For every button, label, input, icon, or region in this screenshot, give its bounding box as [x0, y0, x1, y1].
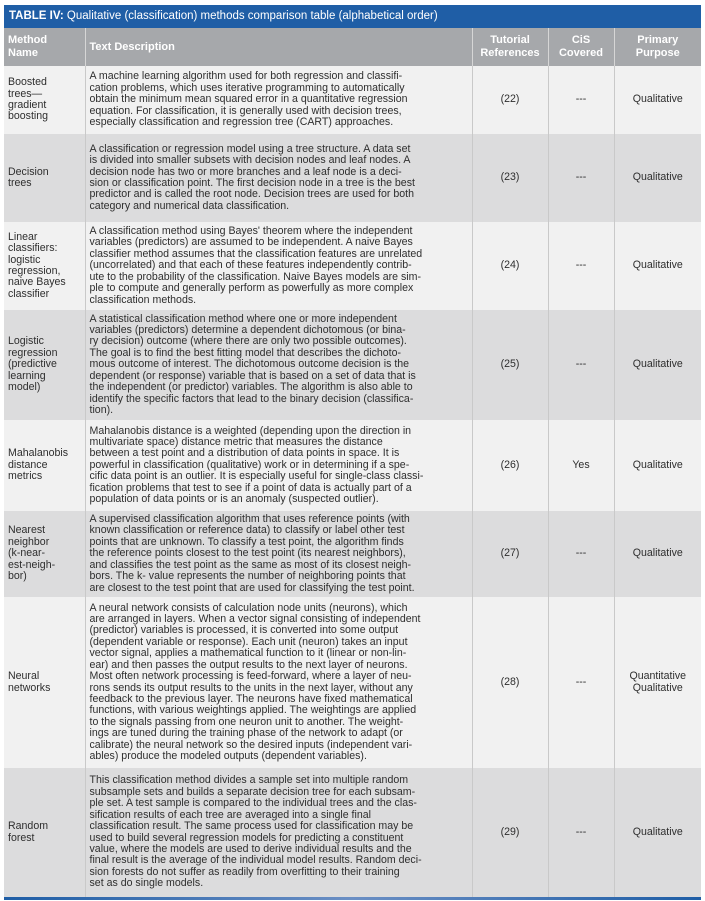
- table-row: [4, 511, 701, 597]
- tutorial-reference-cell: (23): [472, 134, 548, 222]
- method-name-cell: Logistic regression (predictive learning model): [4, 310, 85, 420]
- description-cell: A supervised classification algorithm that uses reference points (with known classification or reference data) to classify or label other test points that are unknown. To classify a test point, the algorithm finds the reference points closest to the test point (its nearest neighbors), and classifies the test point as the same as most of its closest neigh- bors. The k- value represents the number of neighboring points that are closest to the test point that are used for classifying the test point.: [85, 511, 472, 597]
- primary-purpose-cell: Qualitative: [614, 420, 701, 511]
- description-cell: Mahalanobis distance is a weighted (depending upon the direction in multivariate space) distance metric that measures the distance between a test point and a distribution of data points in space. It is powerful in classification (qualitative) work or in determining if a spe- cific data point is an outlier. It is especially useful for single-class classi- fication problems that test to see if a point of data is actually part of a population of data points or is an anomaly (suspected outlier).: [85, 420, 472, 511]
- header-tutorial-references: Tutorial References: [472, 28, 548, 66]
- comparison-table-container: [4, 5, 701, 900]
- primary-purpose-cell: Qualitative: [614, 134, 701, 222]
- description-cell: This classification method divides a sample set into multiple random subsample sets and builds a separate decision tree for each subsam- ple set. A test sample is compared to the individual trees and the clas- sification results of each tree are averaged into a single final classification result. The same process used for classification may be used to build several regression models for predicting a constituent value, where the models are used to derive individual results and the final result is the average of the individual model results. Random deci- sion forests do not suffer as readily from overfitting to their training set as do single models.: [85, 768, 472, 897]
- tutorial-reference-cell: (22): [472, 66, 548, 134]
- cis-covered-cell: ---: [548, 511, 614, 597]
- primary-purpose-cell: Qualitative: [614, 66, 701, 134]
- cis-covered-cell: ---: [548, 310, 614, 420]
- method-name-cell: Linear classifiers: logistic regression, naive Bayes classifier: [4, 222, 85, 310]
- method-name-cell: Neural networks: [4, 597, 85, 768]
- cis-covered-cell: ---: [548, 597, 614, 768]
- description-cell: A machine learning algorithm used for both regression and classifi- cation problems, which uses iterative programming to automatically obtain the minimum mean squared error in a quantitative regression equation. For classification, it is generally used with decision trees, especially classification and regression tree (CART) approaches.: [85, 66, 472, 134]
- method-name-cell: Decision trees: [4, 134, 85, 222]
- table-row: [4, 768, 701, 897]
- method-name-cell: Random forest: [4, 768, 85, 897]
- primary-purpose-cell: Qualitative: [614, 310, 701, 420]
- table-title-text: Qualitative (classification) methods comparison table (alphabetical order): [63, 10, 438, 22]
- method-name-cell: Boosted trees— gradient boosting: [4, 66, 85, 134]
- method-name-cell: Mahalanobis distance metrics: [4, 420, 85, 511]
- table-row: [4, 66, 701, 134]
- tutorial-reference-cell: (28): [472, 597, 548, 768]
- table-row: [4, 134, 701, 222]
- primary-purpose-cell: Qualitative: [614, 768, 701, 897]
- primary-purpose-cell: Quantitative Qualitative: [614, 597, 701, 768]
- header-method-name: Method Name: [4, 28, 85, 66]
- tutorial-reference-cell: (24): [472, 222, 548, 310]
- cis-covered-cell: ---: [548, 66, 614, 134]
- tutorial-reference-cell: (25): [472, 310, 548, 420]
- table-row: [4, 420, 701, 511]
- cis-covered-cell: ---: [548, 768, 614, 897]
- header-cis-covered: CiS Covered: [548, 28, 614, 66]
- table-row: [4, 222, 701, 310]
- table-title: [4, 5, 701, 28]
- description-cell: A neural network consists of calculation node units (neurons), which are arranged in layers. When a vector signal consisting of independent (predictor) variables is processed, it is converted into some output (dependent variable or response). Each unit (neuron) takes an input vector signal, applies a mathematical function to it (linear or non-lin- ear) and then passes the output results to the next layer of neurons. Most often network processing is feed-forward, where a layer of neu- rons sends its output results to the units in the next layer, without any feedback to the previous layer. The neurons have fixed mathematical functions, with various weightings applied. The weightings are applied to the signals passing from one neuron unit to another. The weight- ings are tuned during the training phase of the network to adapt (or calibrate) the neural network so the desired inputs (independent vari- ables) produce the modeled outputs (dependent variables).: [85, 597, 472, 768]
- tutorial-reference-cell: (29): [472, 768, 548, 897]
- header-text-description: Text Description: [85, 28, 472, 66]
- cis-covered-cell: ---: [548, 134, 614, 222]
- description-cell: A classification method using Bayes' theorem where the independent variables (predictors) are assumed to be independent. A naive Bayes classifier method assumes that the classification features are unrelated (uncorrelated) and that each of these features independently contrib- ute to the probability of the classification. Naive Bayes models are sim- ple to compute and generally perform as powerfully as more complex classification methods.: [85, 222, 472, 310]
- table-title-prefix: TABLE IV:: [9, 10, 64, 22]
- cis-covered-cell: Yes: [548, 420, 614, 511]
- table-row: [4, 597, 701, 768]
- method-name-cell: Nearest neighbor (k-near- est-neigh- bor): [4, 511, 85, 597]
- tutorial-reference-cell: (26): [472, 420, 548, 511]
- primary-purpose-cell: Qualitative: [614, 511, 701, 597]
- table-row: [4, 310, 701, 420]
- description-cell: A classification or regression model using a tree structure. A data set is divided into smaller subsets with decision nodes and leaf nodes. A decision node has two or more branches and a leaf node is a deci- sion or classification point. The first decision node in a tree is the best predictor and is called the root node. Decision trees are used for both category and numerical data classification.: [85, 134, 472, 222]
- cis-covered-cell: ---: [548, 222, 614, 310]
- table-bottom-rule: [4, 897, 701, 900]
- description-cell: A statistical classification method where one or more independent variables (predictors) determine a dependent dichotomous (or bina- ry decision) outcome (where there are only two possible outcomes). The goal is to find the best fitting model that describes the dichoto- mous outcome of interest. The dichotomous outcome decision is the dependent (or response) variable that is based on a set of data that is the independent (or predictor) variables. The algorithm is also able to identify the specific factors that lead to the binary decision (classifica- tion).: [85, 310, 472, 420]
- tutorial-reference-cell: (27): [472, 511, 548, 597]
- header-row: [4, 28, 701, 66]
- header-primary-purpose: Primary Purpose: [614, 28, 701, 66]
- methods-table: [4, 28, 701, 897]
- primary-purpose-cell: Qualitative: [614, 222, 701, 310]
